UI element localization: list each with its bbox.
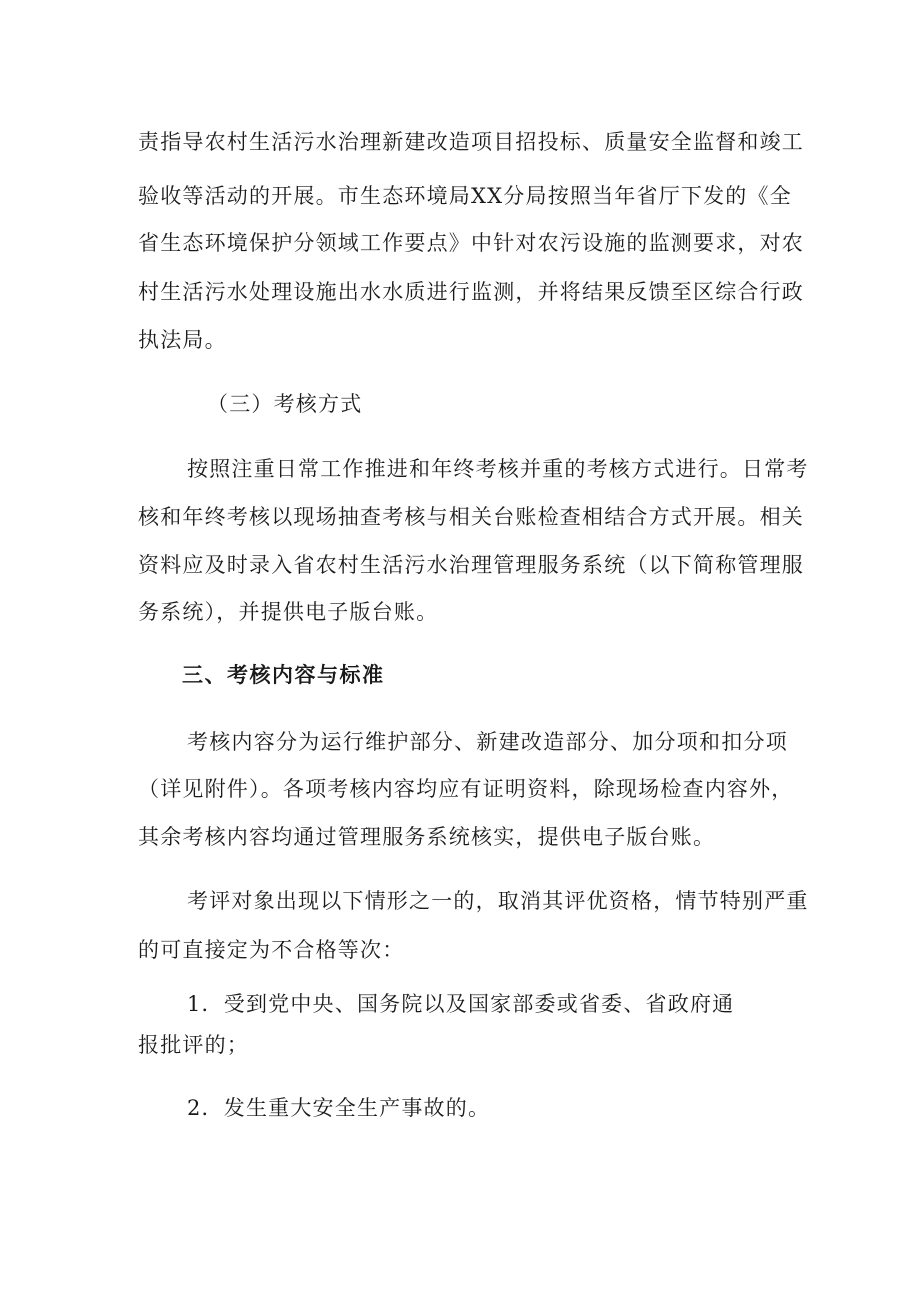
list-item-2: 2．发生重大安全生产事故的。	[187, 1096, 491, 1120]
paragraph-1-line-5: 执法局。	[138, 328, 227, 352]
paragraph-2-line-4: 务系统），并提供电子版台账。	[138, 600, 439, 624]
list-item-1-line-2: 报批评的；	[138, 1033, 249, 1057]
paragraph-2-line-3: 资料应及时录入省农村生活污水治理管理服务系统（以下简称管理服	[138, 553, 804, 577]
paragraph-3-line-3: 其余考核内容均通过管理服务系统核实，提供电子版台账。	[138, 825, 716, 849]
section-heading-content-standards: 三、考核内容与标准	[182, 663, 385, 687]
paragraph-1-line-4: 村生活污水处理设施出水水质进行监测，并将结果反馈至区综合行政	[138, 280, 804, 304]
paragraph-3-line-1: 考核内容分为运行维护部分、新建改造部分、加分项和扣分项	[187, 730, 788, 754]
paragraph-1-line-3: 省生态环境保护分领域工作要点》中针对农污设施的监测要求，对农	[138, 231, 804, 255]
paragraph-1-line-1: 责指导农村生活污水治理新建改造项目招投标、质量安全监督和竣工	[138, 130, 804, 154]
paragraph-3-line-2: （详见附件）。各项考核内容均应有证明资料，除现场检查内容外，	[138, 777, 794, 801]
paragraph-2-line-2: 核和年终考核以现场抽查考核与相关台账检查相结合方式开展。相关	[138, 505, 804, 529]
paragraph-1-line-2: 验收等活动的开展。市生态环境局XX分局按照当年省厅下发的《全	[138, 184, 792, 208]
sub-heading-assessment-method: （三）考核方式	[207, 392, 363, 416]
paragraph-4-line-1: 考评对象出现以下情形之一的，取消其评优资格，情节特别严重	[187, 889, 809, 913]
paragraph-4-line-2: 的可直接定为不合格等次：	[138, 938, 405, 962]
paragraph-2-line-1: 按照注重日常工作推进和年终考核并重的考核方式进行。日常考	[187, 457, 809, 481]
list-item-1-line-1: 1．受到党中央、国务院以及国家部委或省委、省政府通	[187, 992, 735, 1016]
